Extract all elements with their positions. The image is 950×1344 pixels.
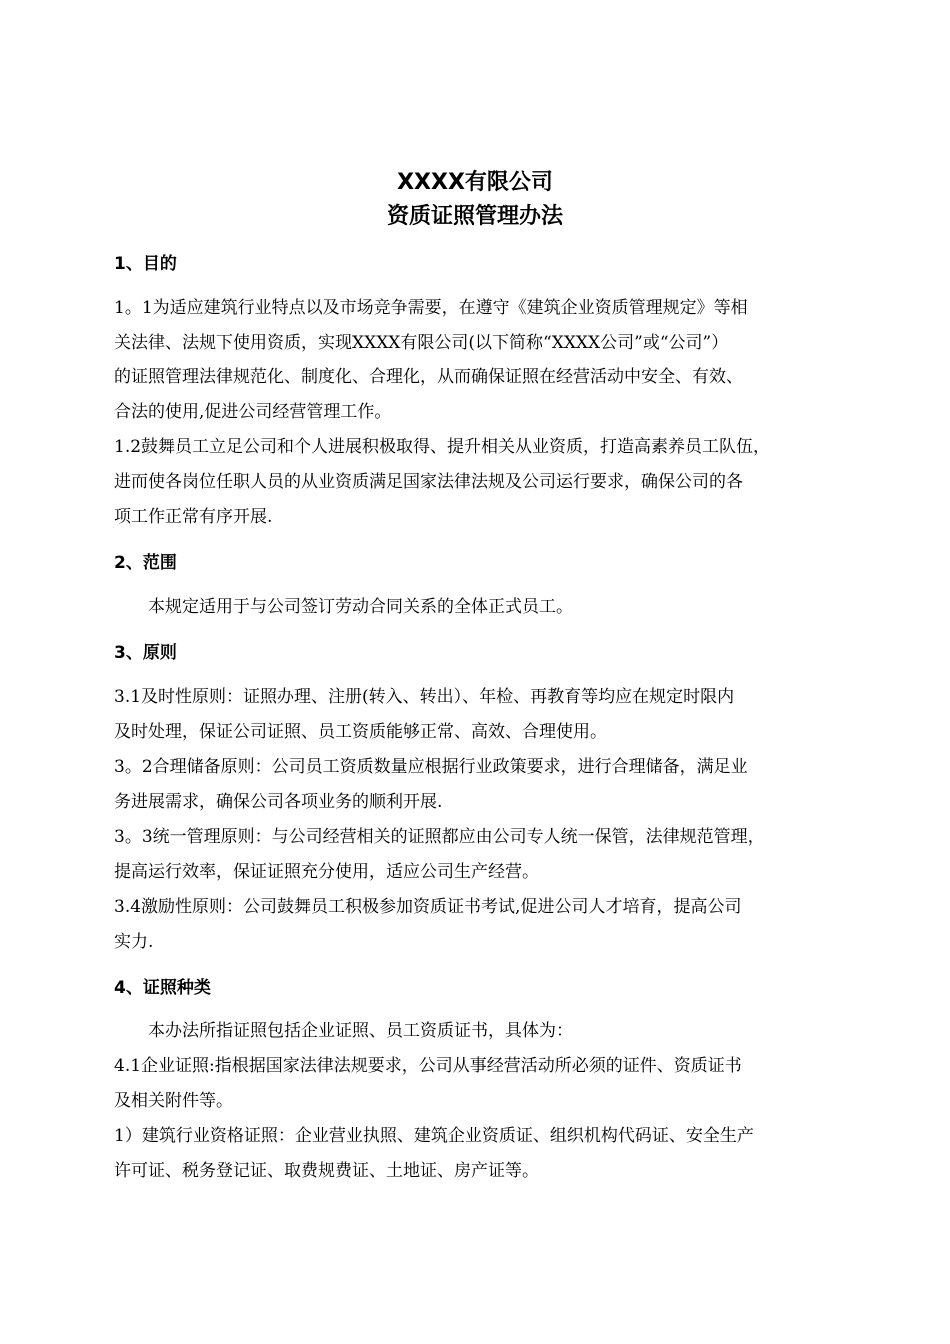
paragraph-line: 项工作正常有序开展.	[114, 507, 273, 527]
company-title: XXXX有限公司	[397, 170, 553, 195]
section-heading-principles: 3、原则	[114, 643, 177, 663]
paragraph-line: 3。3统一管理原则：与公司经营相关的证照都应由公司专人统一保管，法律规范管理，	[114, 827, 765, 847]
paragraph-line: 合法的使用,促进公司经营管理工作。	[114, 402, 392, 422]
paragraph-line: 本规定适用于与公司签订劳动合同关系的全体正式员工。	[148, 597, 573, 617]
paragraph-line: 3。2合理储备原则：公司员工资质数量应根据行业政策要求，进行合理储备，满足业	[114, 757, 748, 777]
paragraph-line: 1。1为适应建筑行业特点以及市场竞争需要，在遵守《建筑企业资质管理规定》等相	[114, 298, 748, 318]
paragraph-line: 本办法所指证照包括企业证照、员工资质证书，具体为：	[148, 1021, 573, 1041]
section-heading-certificate-types: 4、证照种类	[114, 978, 211, 998]
paragraph-line: 及时处理，保证公司证照、员工资质能够正常、高效、合理使用。	[114, 722, 607, 742]
paragraph-line: 许可证、税务登记证、取费规费证、土地证、房产证等。	[114, 1161, 539, 1181]
paragraph-line: 关法律、法规下使用资质，实现XXXX有限公司(以下简称“XXXX公司”或“公司”）	[114, 333, 729, 353]
paragraph-line: 1.2鼓舞员工立足公司和个人进展积极取得、提升相关从业资质，打造高素养员工队伍，	[114, 437, 771, 457]
paragraph-line: 3.4激励性原则：公司鼓舞员工积极参加资质证书考试,促进公司人才培育，提高公司	[114, 897, 742, 917]
paragraph-line: 4.1企业证照:指根据国家法律法规要求，公司从事经营活动所必须的证件、资质证书	[114, 1056, 742, 1076]
section-heading-scope: 2、范围	[114, 553, 177, 573]
paragraph-line: 的证照管理法律规范化、制度化、合理化，从而确保证照在经营活动中安全、有效、	[114, 367, 743, 387]
paragraph-line: 提高运行效率，保证证照充分使用，适应公司生产经营。	[114, 862, 539, 882]
section-heading-purpose: 1、目的	[114, 254, 177, 274]
paragraph-line: 及相关附件等。	[114, 1091, 233, 1111]
paragraph-line: 进而使各岗位任职人员的从业资质满足国家法律法规及公司运行要求，确保公司的各	[114, 472, 743, 492]
paragraph-line: 1）建筑行业资格证照：企业营业执照、建筑企业资质证、组织机构代码证、安全生产	[114, 1126, 754, 1146]
document-title: 资质证照管理办法	[386, 204, 563, 229]
paragraph-line: 3.1及时性原则：证照办理、注册(转入、转出）、年检、再教育等均应在规定时限内	[114, 687, 735, 707]
paragraph-line: 务进展需求，确保公司各项业务的顺利开展.	[114, 792, 443, 812]
paragraph-line: 实力.	[114, 932, 154, 952]
